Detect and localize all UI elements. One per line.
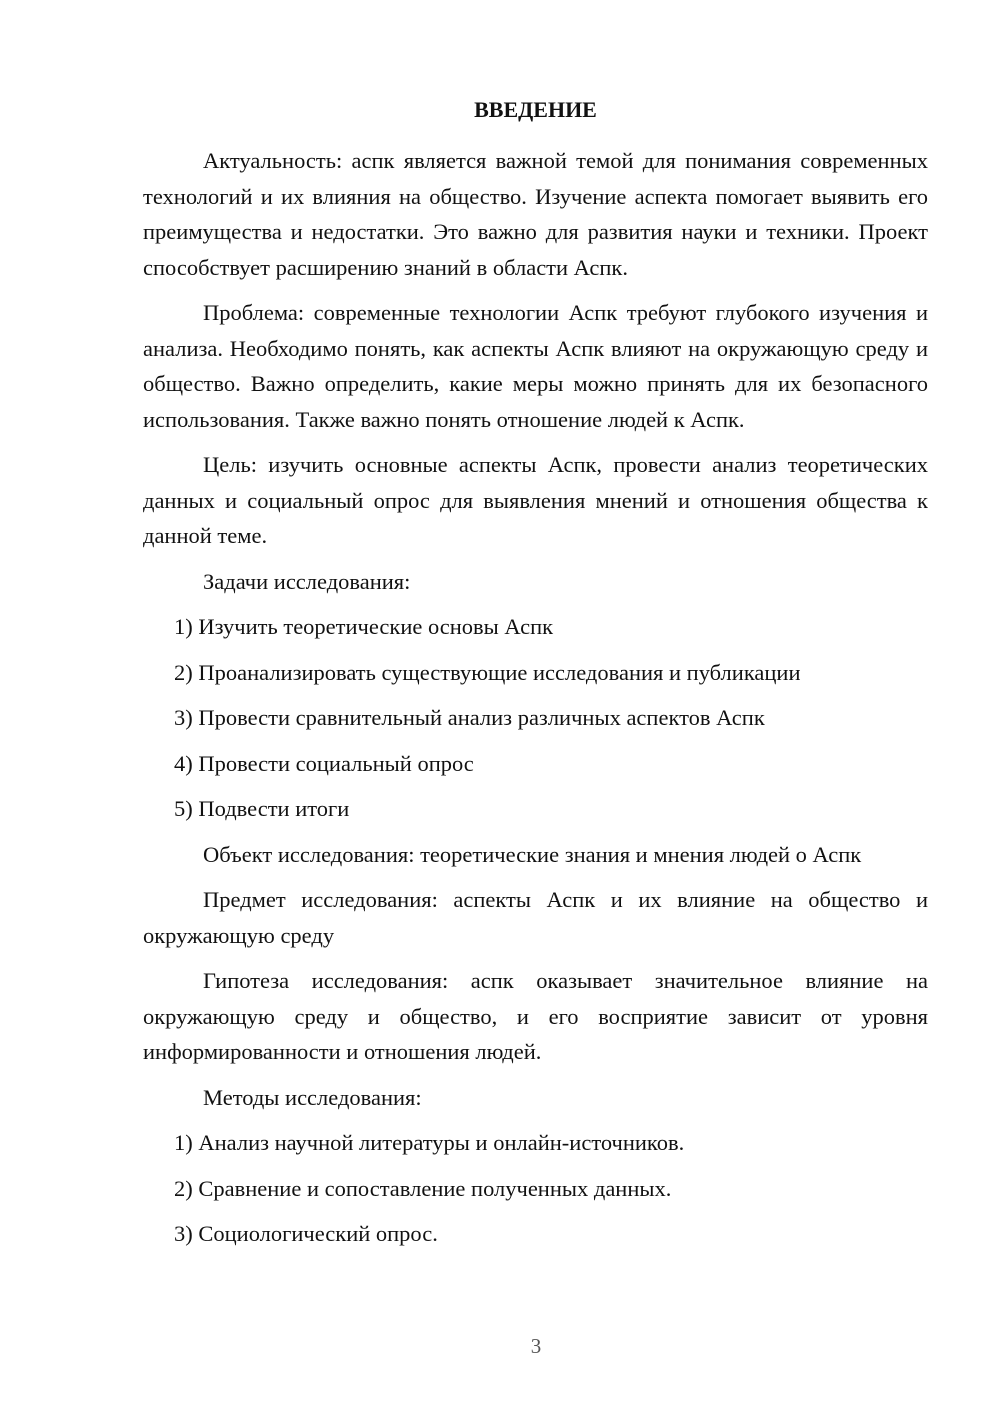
task-item: 1) Изучить теоретические основы Аспк <box>174 614 554 639</box>
goal-paragraph: Цель: изучить основные аспекты Аспк, провести анализ теоретических данных и социальный опрос для выявления мнений и отношения общества к данной теме. <box>143 452 928 548</box>
hypothesis-paragraph: Гипотеза исследования: аспк оказывает значительное влияние на окружающую среду и общество, и его восприятие зависит от уровня информированности и отношения людей. <box>143 968 928 1064</box>
method-item: 1) Анализ научной литературы и онлайн-источников. <box>174 1130 685 1155</box>
task-item: 4) Провести социальный опрос <box>174 750 474 776</box>
method-item: 2) Сравнение и сопоставление полученных данных. <box>174 1175 672 1201</box>
object-paragraph: Объект исследования: теоретические знания и мнения людей о Аспк <box>203 841 862 867</box>
tasks-heading: Задачи исследования: <box>203 568 411 594</box>
task-item: 5) Подвести итоги <box>174 796 350 821</box>
section-title: ВВЕДЕНИЕ <box>474 97 597 122</box>
problem-paragraph: Проблема: современные технологии Аспк требуют глубокого изучения и анализа. Необходимо понять, как аспекты Аспк влияют на окружающую среду и общество. Важно определить, какие меры можно принять для их безопасного использования. Также важно понять отношение людей к Аспк. <box>143 300 928 432</box>
subject-paragraph: Предмет исследования: аспекты Аспк и их влияние на общество и окружающую среду <box>143 887 928 948</box>
relevance-paragraph: Актуальность: аспк является важной темой для понимания современных технологий и их влияния на общество. Изучение аспекта помогает выявить его преимущества и недостатки. Это важно для развития науки и техники. Проект способствует расширению знаний в области Аспк. <box>143 148 928 280</box>
methods-heading: Методы исследования: <box>203 1084 422 1110</box>
page-number: 3 <box>530 1334 542 1358</box>
task-item: 2) Проанализировать существующие исследования и публикации <box>174 659 801 685</box>
page-content <box>143 91 928 1262</box>
task-item: 3) Провести сравнительный анализ различных аспектов Аспк <box>174 705 765 730</box>
method-item: 3) Социологический опрос. <box>174 1221 438 1246</box>
